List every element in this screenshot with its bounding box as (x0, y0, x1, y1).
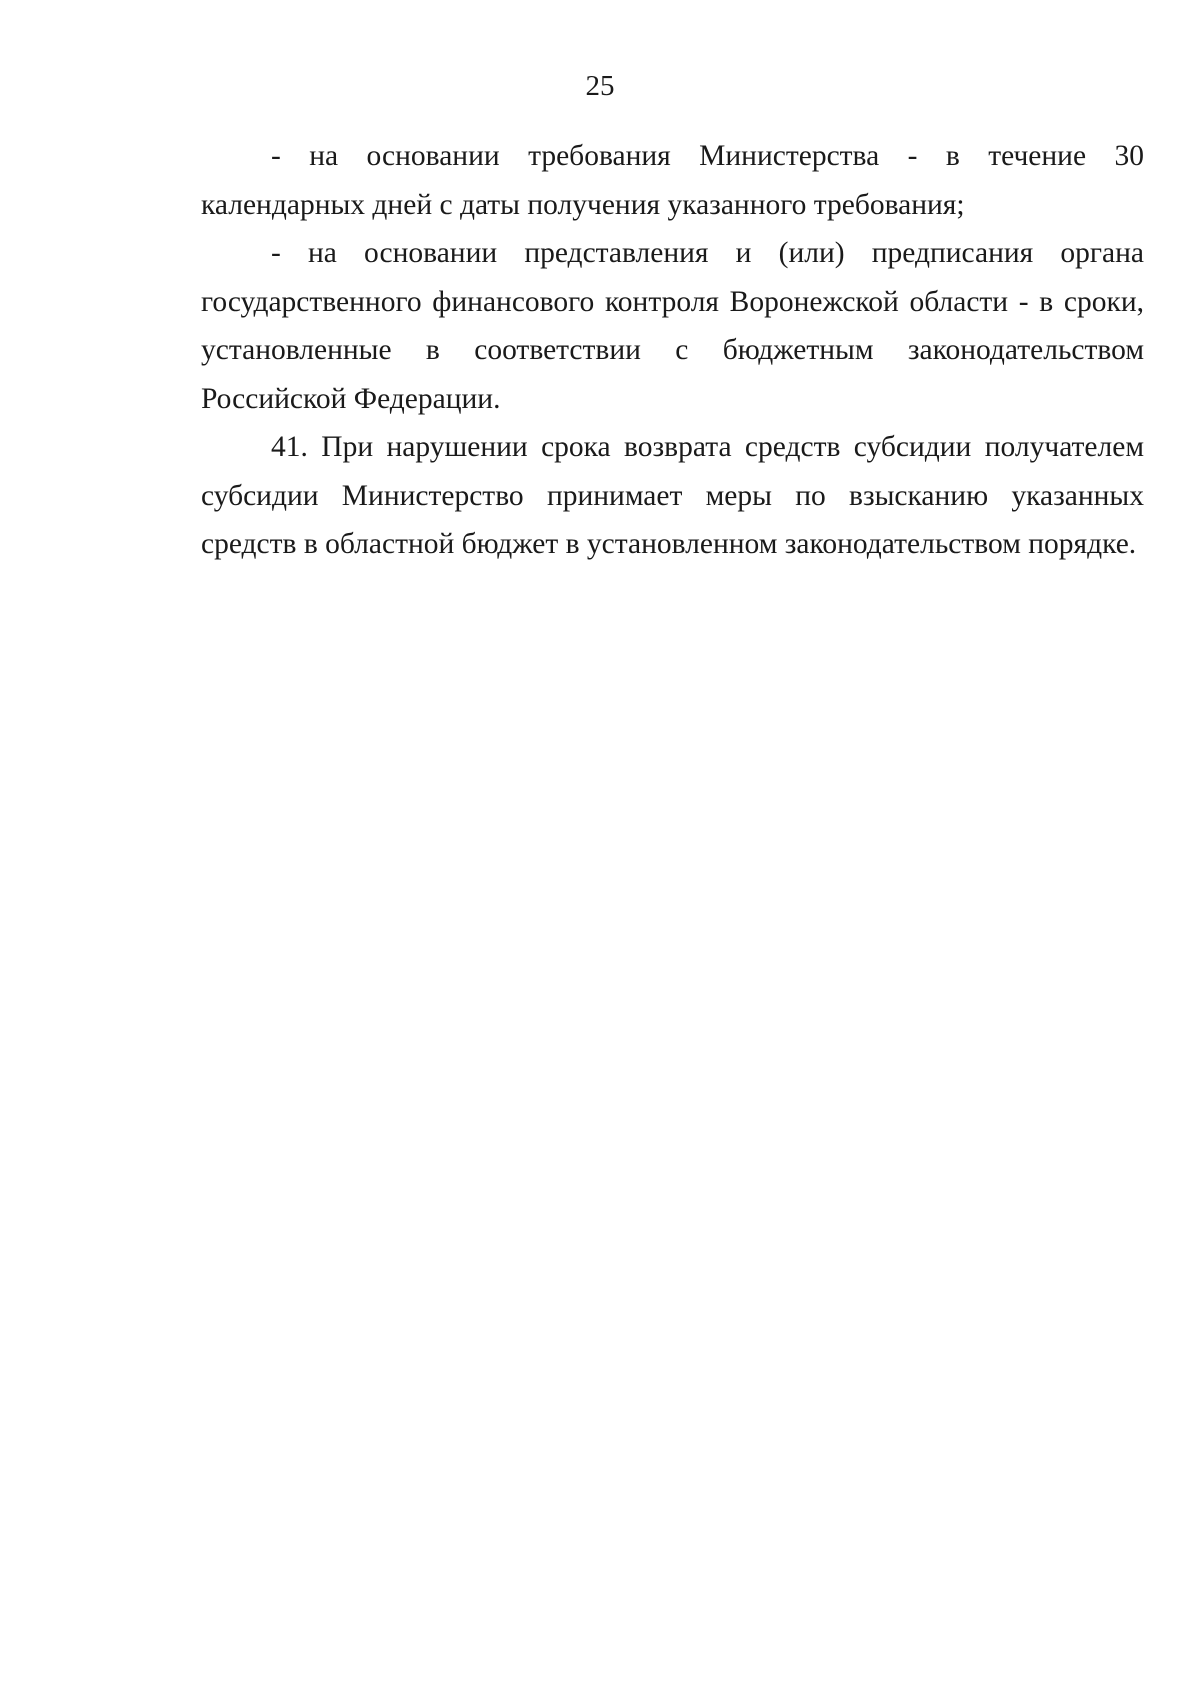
paragraph-41-recovery: 41. При нарушении срока возврата средств субсидии получателем субсидии Министерство принимает меры по взысканию указанных средств в областной бюджет в установленном законодательством порядке. (201, 431, 1144, 560)
paragraph-financial-control: - на основании представления и (или) предписания органа государственного финансового контроля Воронежской области - в сроки, установленные в соответствии с бюджетным законодательством Российской Федерации. (201, 237, 1144, 415)
document-body (201, 132, 1144, 569)
page-number: 25 (585, 70, 615, 102)
paragraph-ministry-demand: - на основании требования Министерства - в течение 30 календарных дней с даты получения указанного требования; (201, 140, 1144, 221)
